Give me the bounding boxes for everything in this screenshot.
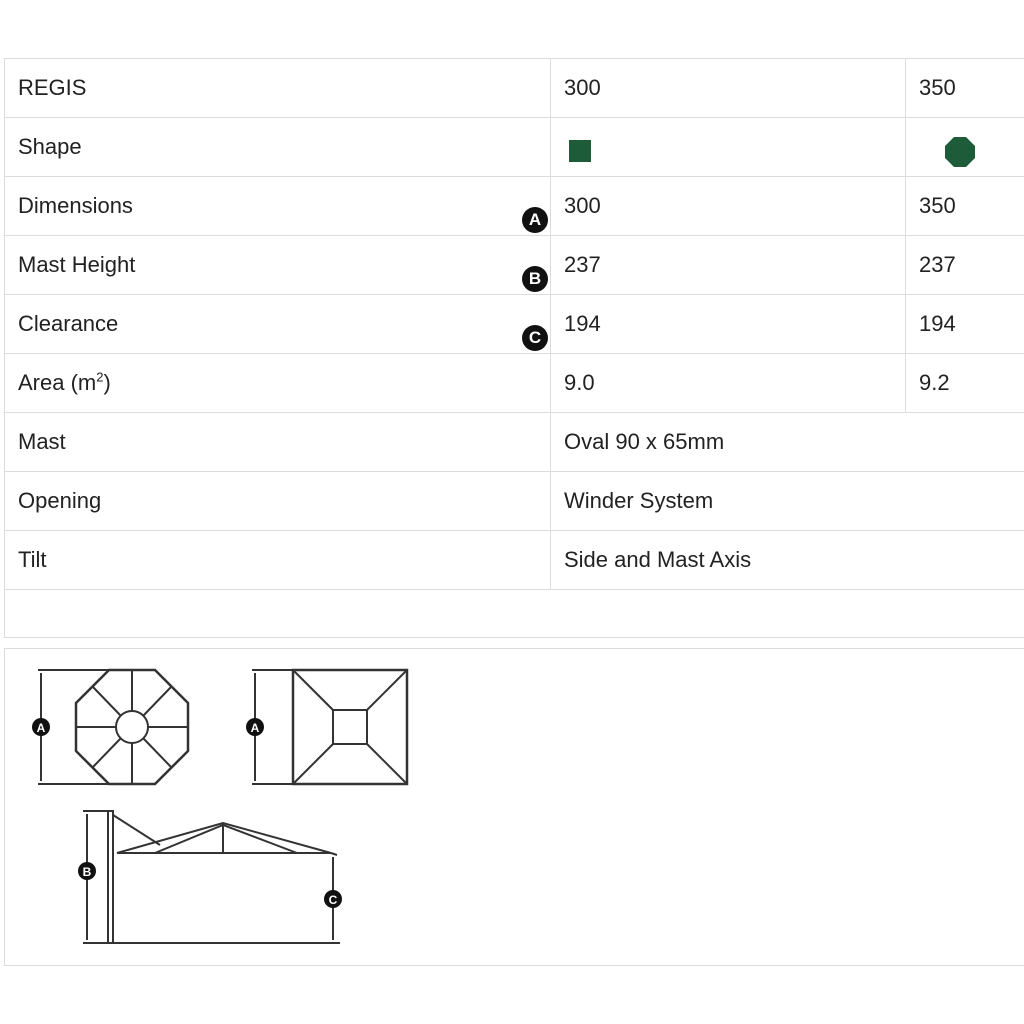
marker-a-square-text: A xyxy=(250,721,260,735)
square-top-view xyxy=(252,670,407,784)
header-size-350: 350 xyxy=(906,59,1024,118)
area-unit-exponent: 2 xyxy=(96,369,104,385)
mast-height-300: 237 xyxy=(551,236,906,295)
blank-cell xyxy=(5,590,1024,638)
shape-label: Shape xyxy=(5,118,551,177)
marker-a-square xyxy=(246,718,264,736)
table-row xyxy=(5,236,1024,295)
row-label xyxy=(5,177,551,236)
header-size-300: 300 xyxy=(551,59,906,118)
shape-cell-350 xyxy=(906,118,1024,177)
row-label xyxy=(5,236,551,295)
table-row xyxy=(5,354,1024,413)
umbrella-diagram xyxy=(5,649,1024,965)
marker-b-side-text: B xyxy=(82,865,92,879)
tilt-label: Tilt xyxy=(5,531,551,590)
table-row xyxy=(5,531,1024,590)
marker-a-octagon-text: A xyxy=(36,721,46,735)
marker-c-badge: C xyxy=(522,325,548,351)
dimensions-300: 300 xyxy=(551,177,906,236)
octagon-icon xyxy=(944,136,976,172)
marker-b-side xyxy=(78,862,96,880)
row-label xyxy=(5,295,551,354)
mast-value: Oval 90 x 65mm xyxy=(551,413,1024,472)
octagon-top-view xyxy=(38,670,188,784)
square-icon xyxy=(569,140,591,162)
area-350: 9.2 xyxy=(906,354,1024,413)
mast-height-350: 237 xyxy=(906,236,1024,295)
blank-row xyxy=(5,590,1024,638)
table-row xyxy=(5,177,1024,236)
header-model-cell: REGIS xyxy=(5,59,551,118)
marker-c-side-text: C xyxy=(328,893,338,907)
area-label xyxy=(5,354,551,413)
clearance-350: 194 xyxy=(906,295,1024,354)
marker-c-side xyxy=(324,890,342,908)
clearance-label: Clearance xyxy=(18,311,119,336)
marker-a-octagon xyxy=(32,718,50,736)
marker-a-badge: A xyxy=(522,207,548,233)
diagram-panel xyxy=(4,648,1024,966)
opening-value: Winder System xyxy=(551,472,1024,531)
table-row xyxy=(5,413,1024,472)
dimensions-350: 350 xyxy=(906,177,1024,236)
shape-cell-300 xyxy=(551,118,906,177)
table-row xyxy=(5,472,1024,531)
table-header-row xyxy=(5,59,1024,118)
marker-b-badge: B xyxy=(522,266,548,292)
opening-label: Opening xyxy=(5,472,551,531)
shape-row xyxy=(5,118,1024,177)
side-view xyxy=(83,811,340,943)
area-label-close: ) xyxy=(103,370,111,395)
tilt-value: Side and Mast Axis xyxy=(551,531,1024,590)
mast-label: Mast xyxy=(5,413,551,472)
dimensions-label: Dimensions xyxy=(18,193,133,218)
mast-height-label: Mast Height xyxy=(18,252,136,277)
spec-table xyxy=(4,58,1024,638)
table-row xyxy=(5,295,1024,354)
clearance-300: 194 xyxy=(551,295,906,354)
area-label-text: Area (m xyxy=(18,370,97,395)
area-300: 9.0 xyxy=(551,354,906,413)
